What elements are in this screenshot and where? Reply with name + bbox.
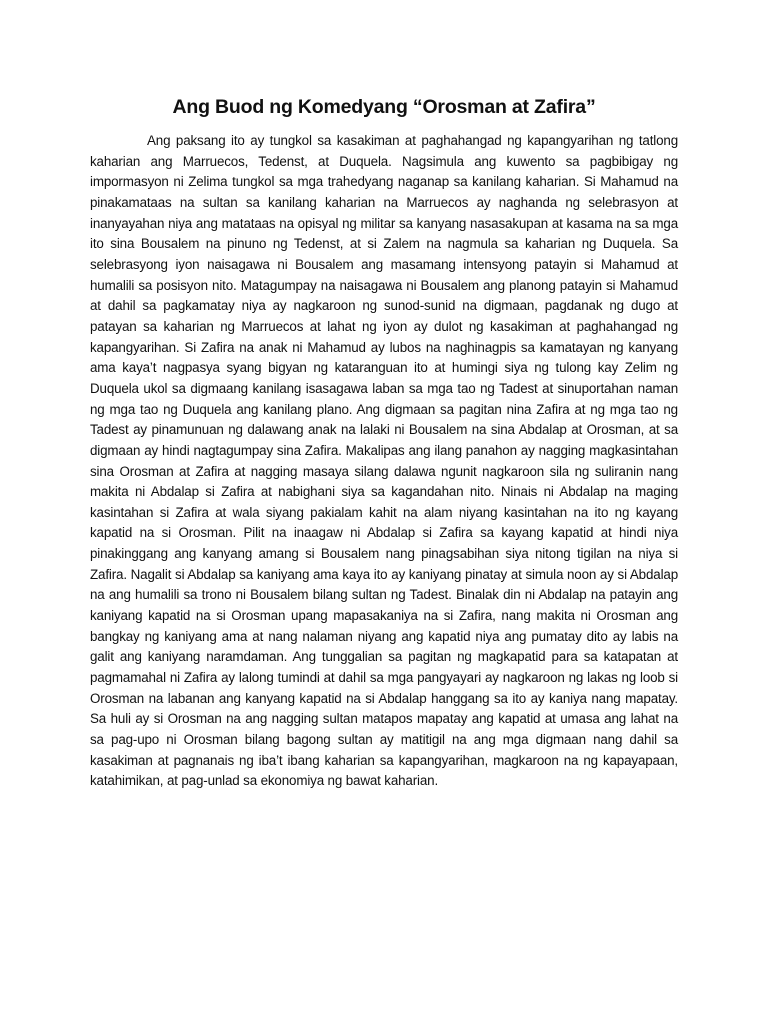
document-title: Ang Buod ng Komedyang “Orosman at Zafira”: [172, 96, 596, 118]
document-paragraph: Ang paksang ito ay tungkol sa kasakiman at paghahangad ng kapangyarihan ng tatlong kaharian ang Marruecos, Tedenst, at Duquela. Nagsimula ang kuwento sa pagbibigay ng impormasyon ni Zelima tungkol sa mga trahedyang naganap sa kanilang kaharian. Si Mahamud na pinakamataas na sultan sa kanilang kaharian na Marruecos ay naghanda ng selebrasyon at inanyayahan niya ang matataas na opisyal ng militar sa kanyang nasasakupan at kasama na sa mga ito sina Bousalem na pinuno ng Tedenst, at si Zalem na nagmula sa kaharian ng Duquela. Sa selebrasyong iyon naisagawa ni Bousalem ang masamang intensyong patayin si Mahamud at humalili sa posisyon nito. Matagumpay na naisagawa ni Bousalem ang planong patayin si Mahamud at dahil sa pagkamatay niya ay nagkaroon ng sunod-sunid na digmaan, pagdanak ng dugo at patayan sa kaharian ng Marruecos at lahat ng iyon ay dulot ng kasakiman at paghahangad ng kapangyarihan. Si Zafira na anak ni Mahamud ay lubos na naghinagpis sa kamatayan ng kanyang ama kaya’t nagpasya syang bigyan ng kataranguan ito at humingi siya ng tulong kay Zelim ng Duquela ukol sa digmaang kanilang isasagawa laban sa mga tao ng Tadest at sinuportahan naman ng mga tao ng Duquela ang kanilang plano. Ang digmaan sa pagitan nina Zafira at ng mga tao ng Tadest ay pinamunuan ng dalawang anak na lalaki ni Bousalem na sina Abdalap at Orosman, at sa digmaan ay hindi nagtagumpay sina Zafira. Makalipas ang ilang panahon ay nagging magkasintahan sina Orosman at Zafira at nagging masaya silang dalawa ngunit nagkaroon sila ng suliranin nang makita ni Abdalap si Zafira at nabighani siya sa kagandahan nito. Ninais ni Abdalap na maging kasintahan si Zafira at wala siyang pakialam kahit na alam niyang kasintahan na ito ng kayang kapatid na si Orosman. Pilit na inaagaw ni Abdalap si Zafira sa kayang kapatid at hindi niya pinakinggang ang kanyang amang si Bousalem nang pinagsabihan siya nitong tigilan na niya si Zafira. Nagalit si Abdalap sa kaniyang ama kaya ito ay kaniyang pinatay at simula noon ay si Abdalap na ang humalili sa trono ni Bousalem bilang sultan ng Tadest. Binalak din ni Abdalap na patayin ang kaniyang kapatid na si Orosman upang mapasakaniya na si Zafira, nang makita ni Orosman ang bangkay ng kaniyang ama at nang nalaman niyang ang kapatid niya ang pumatay dito ay labis na galit ang kaniyang naramdaman. Ang tunggalian sa pagitan ng magkapatid para sa katapatan at pagmamahal ni Zafira ay lalong tumindi at dahil sa mga pangyayari ay nagkaroon ng lakas ng loob si Orosman na labanan ang kanyang kapatid na si Abdalap hanggang sa ito ay kaniya nang mapatay. Sa huli ay si Orosman na ang nagging sultan matapos mapatay ang kapatid at umasa ang lahat na sa pag-upo ni Orosman bilang bagong sultan ay matitigil na ang mga digmaan nang dahil sa kasakiman at pagnanais ng iba’t ibang kaharian sa kapangyarihan, magkaroon na ng kapayapaan, katahimikan, at pag-unlad sa ekonomiya ng bawat kaharian.: [90, 133, 678, 789]
